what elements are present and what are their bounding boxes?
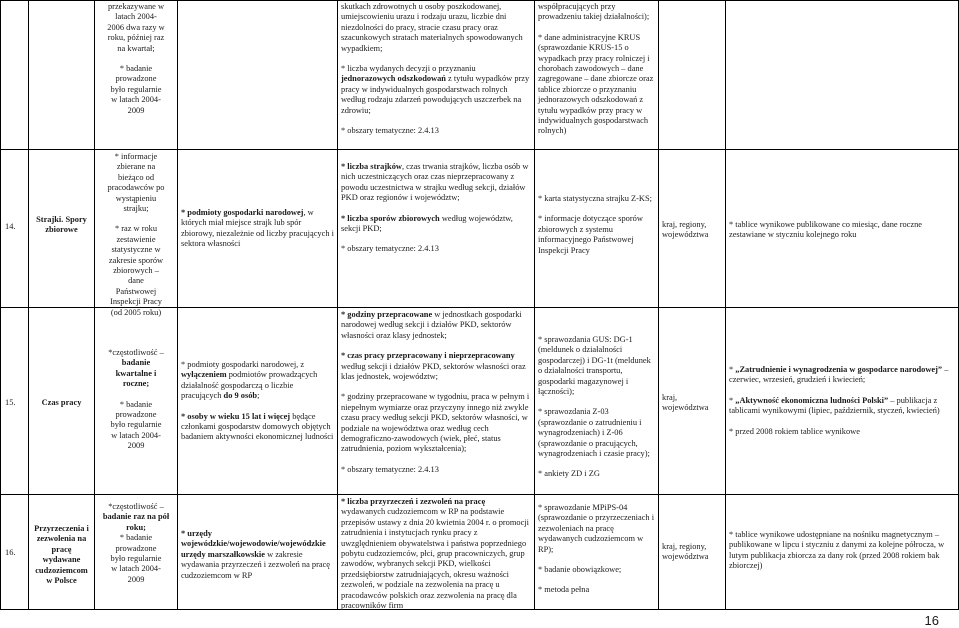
row-16-units: * urzędy wojewódzkie/wojewodowie/wojewódzkie urzędy marszałkowskie w zakresie wydawania przyrzeczeń i zezwoleń na pracę cudzoziemcom w RP [181,529,331,580]
row-15-level: kraj, województwa [662,393,709,413]
col-border-0 [0,0,1,610]
row-14-number: 14. [5,222,16,231]
row-15-topics: * godziny przepracowane w jednostkach gospodarki narodowej według sekcji i działów PKD, sektorów własności oraz klasy jednostek; * czas pracy przepracowany i nieprzepracowany według sekcji i działów PKD, sektorów własności oraz klas jednostek, województw; * godziny przepracowane w tygodniu, praca w pełnym i niepełnym wymiarze oraz przyczyny innego niż zwykle czasu pracy według sekcji PKD, sektorów własności, w podziale na województwa oraz według cech demograficzno-zawodowych (wiek, płeć, status zatrudnienia, poziom wykształcenia); * obszary tematyczne: 2.4.13 [341,310,530,474]
col-border-7 [725,0,726,610]
row-14-topics: * liczba strajków, czas trwania strajków, liczba osób w nich uczestniczących oraz czas nieprzepracowany z powodu uczestnictwa w strajku według sekcji, działów PKD oraz regionów i województw; * liczba sporów zbiorowych według województw, sekcji PKD; * obszary tematyczne: 2.4.13 [341,162,529,254]
row-15-units: * podmioty gospodarki narodowej, z wyłączeniem podmiotów prowadzących działalność gospodarczą o liczbie pracujących do 9 osób; * osoby w wieku 15 lat i więcej będące członkami gospodarstw domowych objętych badaniem aktywności ekonomicznej ludności [181,360,334,442]
row-15-publication: * „Zatrudnienie i wynagrodzenia w gospodarce narodowej” – czerwiec, wrzesień, grudzień i kwiecień; * „Aktywność ekonomiczna ludności Polski” – publikacja z tablicami wynikowymi (lipiec, październik, styczeń, kwiecień) * przed 2008 rokiem tablice wynikowe [729,365,949,436]
row-14-units: * podmioty gospodarki narodowej, w których miał miejsce strajk lub spór zbiorowy, niezależnie od liczby pracujących i sektora własności [181,208,334,249]
top-frequency-cell: przekazywane w latach 2004- 2006 dwa razy w roku, później raz na kwartał; * badanie prowadzone było regularnie w latach 2004- 2009 [107,2,165,115]
table-top-border [0,0,959,1]
row-16-number: 16. [5,548,16,557]
col-border-6 [658,0,659,610]
col-border-1 [28,0,29,610]
row-16-publication: * tablice wynikowe udostępniane na nośniku magnetycznym – publikowane w lipcu i styczniu z danymi za kolejne półrocza, w lutym publikacja zbiorcza za dany rok (przed 2008 rokiem bak zbiorczej) [729,530,945,571]
row-14-sources: * karta statystyczna strajku Z-KS; * informacje dotyczące sporów zbiorowych z systemu informacyjnego Państwowej Inspekcji Pracy [538,194,652,255]
top-topics-cell: skutkach zdrowotnych u osoby poszkodowanej, umiejscowieniu urazu i rodzaju urazu, liczbie dni niezdolności do pracy, stracie czasu pracy oraz szacunkowych stratach materialnych spowodowanych wypadkiem; * liczba wydanych decyzji o przyznaniu jednorazowych odszkodowań z tytułu wypadków przy pracy w indywidualnych gospodarstwach rolnych według rodzaju zdarzeń powodujących uszczerbek na zdrowiu; * obszary tematyczne: 2.4.13 [341,2,530,136]
row-15-sources: * sprawozdania GUS: DG-1 (meldunek o działalności gospodarczej) i DG-1t (meldunek o działalności transportu, gospodarki magazynowej i łączności); * sprawozdania Z-03 (sprawozdanie o zatrudnieniu i wynagrodzeniach) i Z-06 (sprawozdanie o pracujących, wynagrodzeniach i czasie pracy); * ankiety ZD i ZG [538,335,651,479]
row-14-publication: * tablice wynikowe publikowane co miesiąc, dane roczne zestawiane w styczniu kolejnego roku [729,220,923,240]
row-15-title: Czas pracy [41,398,82,407]
row-14-level: kraj, regiony, województwa [662,220,709,240]
row-16-topics: * liczba przyrzeczeń i zezwoleń na pracę wydawanych cudzoziemcom w RP na podstawie przepisów ustawy z dnia 20 kwietnia 2004 r. o promocji zatrudnienia i instytucjach rynku pracy z uwzględnieniem obywatelstwa i państwa poprzedniego pobytu cudzoziemców, płci, grup pracowniczych, grup zawodów, wybranych sekcji PKD, wielkości przedsiębiorstw zatrudniających, okresu ważności zezwoleń, w podziale na zezwolenia na pracę u pracodawców polskich oraz zezwolenia na pracę dla pracowników firm [341,497,529,611]
row-14-frequency: * informacje zbierane na bieżąco od pracodawców po wystąpieniu strajku; * raz w roku zestawienie statystyczne w zakresie sporów zbiorowych – dane Państwowej Inspekcji Pracy (od 2005 roku) [107,152,165,317]
row-16-title: Przyrzeczenia i zezwolenia na pracę wydawane cudzoziemcom w Polsce [34,524,89,586]
row-divider-14 [0,149,959,150]
page-number: 16 [924,613,939,628]
row-15-frequency: *częstotliwość – badanie kwartalne i roczne; * badanie prowadzone było regularnie w latach 2004- 2009 [108,348,164,451]
row-16-level: kraj, regiony, województwa [662,542,709,562]
row-15-number: 15. [5,398,16,407]
row-divider-16 [0,494,959,495]
row-16-sources: * sprawozdanie MPiPS-04 (sprawozdanie o przyrzeczeniach i zezwoleniach na pracę wydawanych cudzoziemcom w RP); * badanie obowiązkowe; * metoda pełna [538,503,655,595]
row-16-frequency: *częstotliwość – badanie raz na pół roku; * badanie prowadzone było regularnie w latach 2004- 2009 [102,502,170,584]
top-sources-cell: współpracujących przy prowadzeniu takiej działalności); * dane administracyjne KRUS (sprawozdanie KRUS-15 o wypadkach przy pracy rolniczej i chorobach zawodowych – dane zagregowane – dane zbiorcze oraz tablice zbiorcze o przyznaniu jednorazowych odszkodowań z tytułu wypadków przy pracy w indywidualnych gospodarstwach rolnych) [538,2,654,136]
row-14-title: Strajki. Spory zbiorowe [36,215,87,235]
col-border-3 [177,0,178,610]
